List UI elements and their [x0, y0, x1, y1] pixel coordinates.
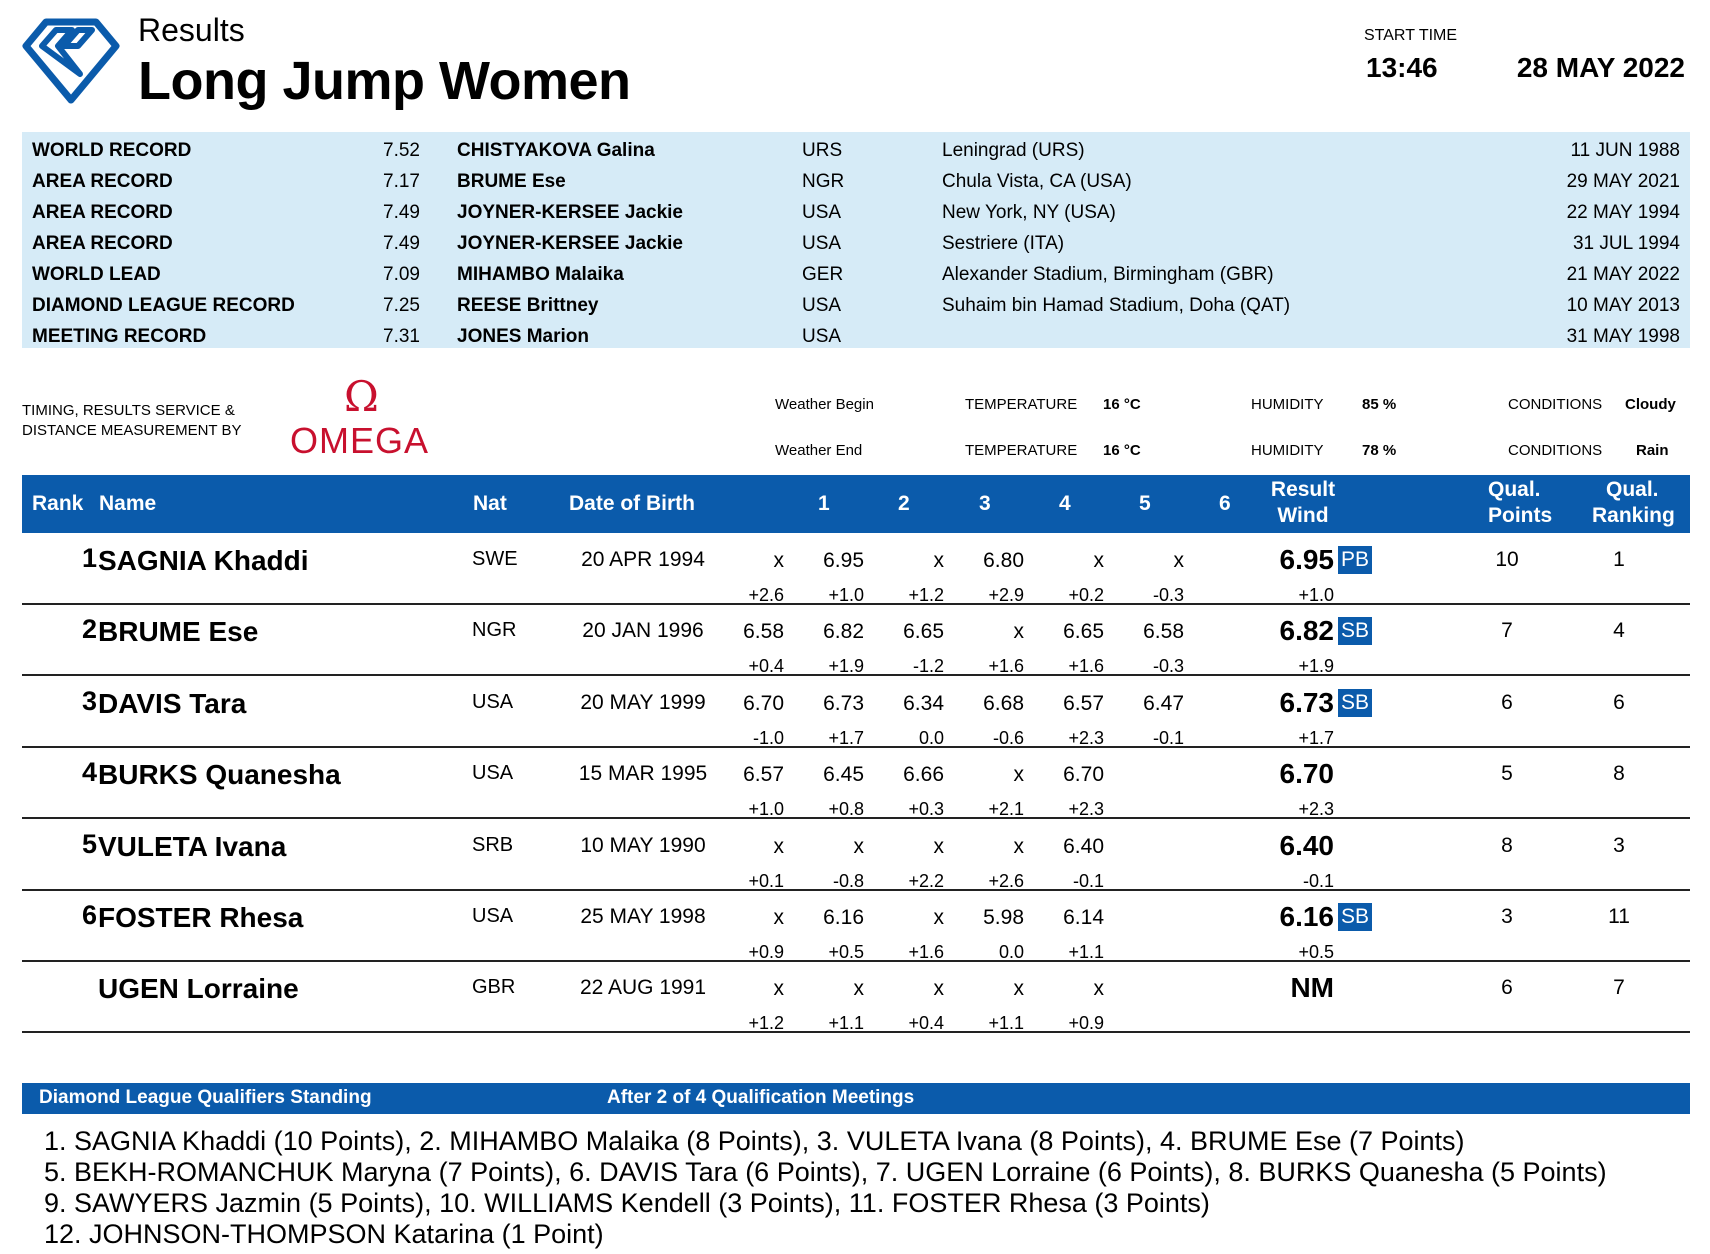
result-mark: 6.82: [1279, 615, 1334, 647]
record-venue: Alexander Stadium, Birmingham (GBR): [942, 264, 1274, 285]
athlete-nat: USA: [472, 690, 514, 713]
humidity-label: HUMIDITY: [1251, 442, 1324, 459]
event-date: 28 MAY 2022: [1516, 52, 1685, 83]
result-wind: -0.1: [1302, 870, 1334, 891]
athlete-nat: NGR: [472, 619, 517, 642]
result-row: [22, 747, 1690, 819]
attempt-mark: 6.57: [743, 763, 784, 787]
attempt-wind: +1.2: [748, 1013, 784, 1034]
attempt-wind: -0.3: [1152, 585, 1184, 605]
col-attempt-6: 6: [1219, 492, 1231, 515]
qual-points: 10: [1495, 548, 1519, 571]
col-attempt-1: 1: [818, 492, 830, 515]
record-holder: JOYNER-KERSEE Jackie: [457, 233, 683, 254]
humidity-value: 85 %: [1362, 396, 1397, 413]
standing-line: 12. JOHNSON-THOMPSON Katarina (1 Point): [44, 1219, 604, 1249]
athlete-dob: 22 AUG 1991: [579, 976, 707, 1000]
attempt-mark: 6.58: [743, 620, 784, 644]
temperature-label: TEMPERATURE: [965, 442, 1078, 459]
col-attempt-3: 3: [979, 492, 991, 515]
attempt-mark: 6.58: [1143, 620, 1184, 644]
attempt-mark: 6.95: [823, 549, 864, 572]
record-row: [22, 167, 1690, 198]
record-venue: New York, NY (USA): [942, 202, 1116, 223]
result-row: [22, 604, 1690, 676]
standing-line: 1. SAGNIA Khaddi (10 Points), 2. MIHAMBO Malaika (8 Points), 3. VULETA Ivana (8 Points), 4. BRUME Ese (7 Points): [44, 1126, 1465, 1156]
record-nat: GER: [802, 264, 844, 285]
timing-line: TIMING, RESULTS SERVICE &: [22, 402, 235, 419]
qual-points: 7: [1501, 619, 1513, 643]
record-row: [22, 136, 1690, 167]
record-row: [22, 229, 1690, 260]
timing-credit: [22, 401, 241, 441]
attempt-wind: +1.1: [828, 1013, 864, 1034]
attempt-mark: x: [1013, 834, 1024, 858]
record-nat: NGR: [802, 171, 845, 192]
record-row: [22, 198, 1690, 229]
col-dob: Date of Birth: [569, 492, 695, 515]
athlete-rank: 4: [81, 757, 97, 788]
attempt-wind: +0.9: [748, 942, 784, 962]
attempt-mark: 6.68: [983, 691, 1024, 715]
record-mark: 7.52: [383, 140, 420, 161]
record-type: AREA RECORD: [32, 202, 173, 223]
qual-ranking: 1: [1613, 548, 1625, 571]
record-nat: USA: [802, 326, 842, 347]
page-title: Long Jump Women: [138, 51, 631, 111]
qual-ranking: 3: [1613, 833, 1625, 857]
col-qual-ranking: Ranking: [1592, 504, 1675, 527]
athlete-nat: USA: [472, 762, 514, 785]
attempt-mark: x: [1013, 763, 1024, 787]
attempt-mark: x: [773, 834, 784, 858]
attempt-wind: +1.6: [988, 656, 1024, 677]
athlete-rank: 3: [81, 685, 97, 716]
start-time-label: START TIME: [1364, 27, 1458, 44]
attempt-mark: 6.70: [743, 691, 784, 715]
attempt-mark: 6.73: [823, 691, 864, 715]
record-venue: Sestriere (ITA): [942, 233, 1065, 254]
qual-points: 3: [1501, 905, 1513, 928]
humidity-value: 78 %: [1362, 442, 1397, 459]
athlete-rank: 6: [81, 900, 97, 930]
athlete-nat: SRB: [472, 833, 514, 856]
temperature-value: 16 °C: [1103, 442, 1141, 459]
result-mark: 6.70: [1279, 758, 1334, 790]
attempt-wind: +0.3: [908, 799, 944, 820]
attempt-wind: +1.0: [828, 585, 864, 605]
record-nat: URS: [802, 140, 843, 161]
attempt-mark: x: [933, 549, 944, 572]
record-holder: MIHAMBO Malaika: [457, 264, 624, 285]
attempt-mark: x: [933, 906, 944, 929]
attempt-mark: x: [1013, 620, 1024, 644]
conditions-value: Cloudy: [1625, 396, 1676, 413]
col-qual-ranking: Qual.: [1606, 478, 1659, 501]
conditions-value: Rain: [1636, 442, 1669, 459]
record-venue: Suhaim bin Hamad Stadium, Doha (QAT): [942, 295, 1291, 316]
attempt-mark: x: [773, 906, 784, 929]
attempt-wind: +1.2: [908, 585, 944, 605]
start-time: 13:46: [1366, 52, 1438, 83]
attempt-wind: +1.9: [828, 656, 864, 677]
record-date: 11 JUN 1988: [1570, 140, 1680, 161]
attempt-mark: 6.80: [983, 549, 1024, 572]
col-result: Result: [1270, 478, 1336, 501]
attempt-mark: 6.66: [903, 763, 944, 787]
attempt-wind: +2.3: [1068, 727, 1104, 748]
conditions-label: CONDITIONS: [1508, 442, 1603, 459]
result-badge: SB: [1338, 617, 1372, 645]
athlete-rank: 2: [81, 614, 97, 645]
attempt-mark: 6.65: [1063, 620, 1104, 644]
attempt-mark: 6.34: [903, 691, 944, 715]
record-holder: JONES Marion: [457, 326, 589, 347]
record-type: DIAMOND LEAGUE RECORD: [32, 295, 295, 316]
attempt-mark: 6.82: [823, 620, 864, 644]
col-qual-points: Qual.: [1488, 478, 1541, 501]
col-attempt-2: 2: [898, 492, 910, 515]
attempt-wind: +0.1: [748, 870, 784, 891]
col-wind: Wind: [1277, 504, 1329, 527]
attempt-wind: +1.1: [1068, 942, 1104, 962]
record-type: MEETING RECORD: [32, 326, 207, 347]
attempt-wind: +0.8: [828, 799, 864, 820]
col-nat: Nat: [473, 492, 507, 515]
standing-line: 9. SAWYERS Jazmin (5 Points), 10. WILLIAMS Kendell (3 Points), 11. FOSTER Rhesa (3 Points): [44, 1188, 1210, 1218]
record-row: [22, 291, 1690, 322]
col-qual-points: Points: [1488, 504, 1553, 527]
attempt-wind: -0.1: [1152, 727, 1184, 748]
athlete-nat: USA: [472, 905, 514, 927]
qual-ranking: 7: [1613, 976, 1625, 1000]
result-badge: SB: [1338, 689, 1372, 717]
athlete-name: DAVIS Tara: [98, 687, 247, 719]
attempt-mark: 6.47: [1143, 691, 1184, 715]
record-nat: USA: [802, 295, 842, 316]
result-wind: +1.7: [1298, 727, 1334, 748]
result-wind: +1.9: [1298, 656, 1334, 677]
record-row: [22, 260, 1690, 291]
standing-subtitle: After 2 of 4 Qualification Meetings: [607, 1087, 915, 1108]
temperature-label: TEMPERATURE: [965, 396, 1078, 413]
omega-icon: Ω: [344, 372, 379, 421]
standing-line: 5. BEKH-ROMANCHUK Maryna (7 Points), 6. DAVIS Tara (6 Points), 7. UGEN Lorraine (6 Points), 8. BURKS Quanesha (5 Points): [44, 1157, 1607, 1187]
result-row: [22, 961, 1690, 1033]
attempt-wind: +1.7: [828, 727, 864, 748]
record-nat: USA: [802, 233, 842, 254]
attempt-wind: -1.0: [752, 727, 784, 748]
record-venue: Chula Vista, CA (USA): [942, 171, 1132, 192]
standing-title: Diamond League Qualifiers Standing: [39, 1087, 372, 1108]
qual-points: 8: [1501, 833, 1513, 857]
record-type: WORLD LEAD: [32, 264, 161, 285]
attempt-wind: 0.0: [918, 727, 944, 748]
result-row: [22, 890, 1690, 962]
weather-begin-label: Weather Begin: [775, 396, 874, 413]
attempt-wind: -0.6: [992, 727, 1024, 748]
athlete-nat: SWE: [472, 548, 518, 570]
attempt-wind: +1.6: [908, 942, 944, 962]
attempt-wind: +2.9: [988, 585, 1024, 605]
record-date: 31 JUL 1994: [1572, 233, 1680, 254]
col-attempt-5: 5: [1139, 492, 1151, 515]
athlete-name: BURKS Quanesha: [98, 759, 341, 791]
attempt-wind: -1.2: [912, 656, 944, 677]
attempt-mark: 6.16: [823, 906, 864, 929]
results-table-header: [22, 475, 1690, 533]
record-mark: 7.17: [383, 171, 420, 192]
qual-points: 5: [1501, 762, 1513, 786]
athlete-rank: 5: [81, 828, 97, 859]
athlete-name: BRUME Ese: [98, 616, 259, 648]
result-mark: NM: [1290, 972, 1334, 1004]
temperature-value: 16 °C: [1103, 396, 1141, 413]
record-nat: USA: [802, 202, 842, 223]
qual-ranking: 6: [1613, 690, 1625, 714]
record-type: AREA RECORD: [32, 233, 173, 254]
attempt-mark: x: [1093, 549, 1104, 572]
attempt-wind: +2.3: [1068, 799, 1104, 820]
attempt-wind: +2.6: [988, 870, 1024, 891]
record-holder: BRUME Ese: [457, 171, 566, 192]
attempt-wind: +2.2: [908, 870, 944, 891]
result-wind: +1.0: [1298, 585, 1334, 605]
attempt-wind: +0.4: [908, 1013, 944, 1034]
attempt-wind: +0.9: [1068, 1013, 1104, 1034]
omega-logo: OMEGA: [290, 420, 430, 461]
record-date: 10 MAY 2013: [1566, 295, 1680, 316]
result-badge: PB: [1338, 546, 1372, 574]
attempt-mark: x: [933, 977, 944, 1001]
athlete-dob: 10 MAY 1990: [580, 833, 706, 857]
record-type: AREA RECORD: [32, 171, 173, 192]
standing-list: [44, 1126, 1607, 1250]
athlete-name: VULETA Ivana: [98, 830, 287, 862]
record-mark: 7.09: [383, 264, 420, 285]
record-date: 21 MAY 2022: [1566, 264, 1680, 285]
record-row: [22, 322, 1690, 353]
timing-line: DISTANCE MEASUREMENT BY: [22, 422, 242, 439]
qual-ranking: 8: [1613, 762, 1625, 786]
attempt-wind: -0.3: [1152, 656, 1184, 677]
attempt-wind: +0.5: [828, 942, 864, 962]
attempt-wind: +0.4: [748, 656, 784, 677]
qual-ranking: 11: [1608, 905, 1630, 928]
result-mark: 6.95: [1279, 544, 1334, 575]
attempt-wind: -0.8: [832, 870, 864, 891]
athlete-nat: GBR: [472, 976, 516, 999]
record-holder: CHISTYAKOVA Galina: [457, 140, 655, 161]
record-mark: 7.25: [383, 295, 420, 316]
qual-points: 6: [1501, 690, 1513, 714]
page-subtitle: Results: [138, 12, 245, 48]
result-badge: SB: [1338, 903, 1372, 931]
attempt-mark: x: [1093, 977, 1104, 1001]
athlete-dob: 15 MAR 1995: [578, 762, 708, 786]
records-table: [22, 132, 1690, 348]
attempt-mark: 5.98: [983, 906, 1024, 929]
result-row: [22, 819, 1690, 891]
attempt-mark: x: [773, 977, 784, 1001]
athlete-dob: 20 MAY 1999: [580, 690, 706, 714]
attempt-mark: x: [1173, 549, 1184, 572]
attempt-mark: 6.57: [1063, 691, 1104, 715]
attempt-wind: +1.0: [748, 799, 784, 820]
result-wind: +2.3: [1298, 799, 1334, 820]
qual-ranking: 4: [1613, 619, 1625, 643]
attempt-mark: x: [773, 549, 784, 572]
record-holder: REESE Brittney: [457, 295, 599, 316]
result-row: [22, 676, 1690, 748]
qual-points: 6: [1501, 976, 1513, 1000]
result-wind: +0.5: [1298, 942, 1334, 962]
record-mark: 7.49: [383, 202, 420, 223]
attempt-mark: x: [853, 834, 864, 858]
col-rank: Rank: [32, 492, 84, 515]
athlete-dob: 25 MAY 1998: [580, 905, 706, 928]
attempt-wind: +2.6: [748, 585, 784, 605]
standing-header: [22, 1083, 1690, 1114]
record-type: WORLD RECORD: [32, 140, 192, 161]
weather-end-label: Weather End: [775, 442, 863, 459]
col-attempt-4: 4: [1059, 492, 1071, 515]
athlete-name: SAGNIA Khaddi: [98, 545, 309, 576]
attempt-wind: +0.2: [1068, 585, 1104, 605]
athlete-name: UGEN Lorraine: [98, 973, 299, 1005]
attempt-mark: 6.70: [1063, 763, 1104, 787]
athlete-dob: 20 JAN 1996: [582, 619, 704, 643]
record-venue: Leningrad (URS): [942, 140, 1085, 161]
diamond-league-logo-icon: [22, 16, 120, 104]
attempt-wind: +2.1: [988, 799, 1024, 820]
record-mark: 7.31: [383, 326, 420, 347]
result-mark: 6.73: [1279, 686, 1334, 718]
athlete-dob: 20 APR 1994: [581, 548, 705, 571]
attempt-mark: 6.45: [823, 763, 864, 787]
attempt-wind: -0.1: [1072, 870, 1104, 891]
attempt-mark: 6.14: [1063, 906, 1104, 929]
attempt-mark: x: [853, 977, 864, 1001]
attempt-mark: 6.40: [1063, 834, 1104, 858]
record-date: 22 MAY 1994: [1566, 202, 1680, 223]
attempt-mark: x: [1013, 977, 1024, 1001]
humidity-label: HUMIDITY: [1251, 396, 1324, 413]
attempt-wind: +1.6: [1068, 656, 1104, 677]
record-date: 29 MAY 2021: [1566, 171, 1680, 192]
result-mark: 6.16: [1279, 901, 1334, 932]
record-mark: 7.49: [383, 233, 420, 254]
attempt-mark: 6.65: [903, 620, 944, 644]
record-holder: JOYNER-KERSEE Jackie: [457, 202, 683, 223]
attempt-wind: 0.0: [998, 942, 1024, 962]
record-date: 31 MAY 1998: [1566, 326, 1680, 347]
attempt-wind: +1.1: [988, 1013, 1024, 1034]
athlete-name: FOSTER Rhesa: [98, 902, 304, 933]
attempt-mark: x: [933, 834, 944, 858]
result-row: [22, 533, 1690, 605]
col-name: Name: [99, 492, 157, 515]
athlete-rank: 1: [81, 543, 97, 573]
result-mark: 6.40: [1279, 829, 1334, 861]
conditions-label: CONDITIONS: [1508, 396, 1603, 413]
